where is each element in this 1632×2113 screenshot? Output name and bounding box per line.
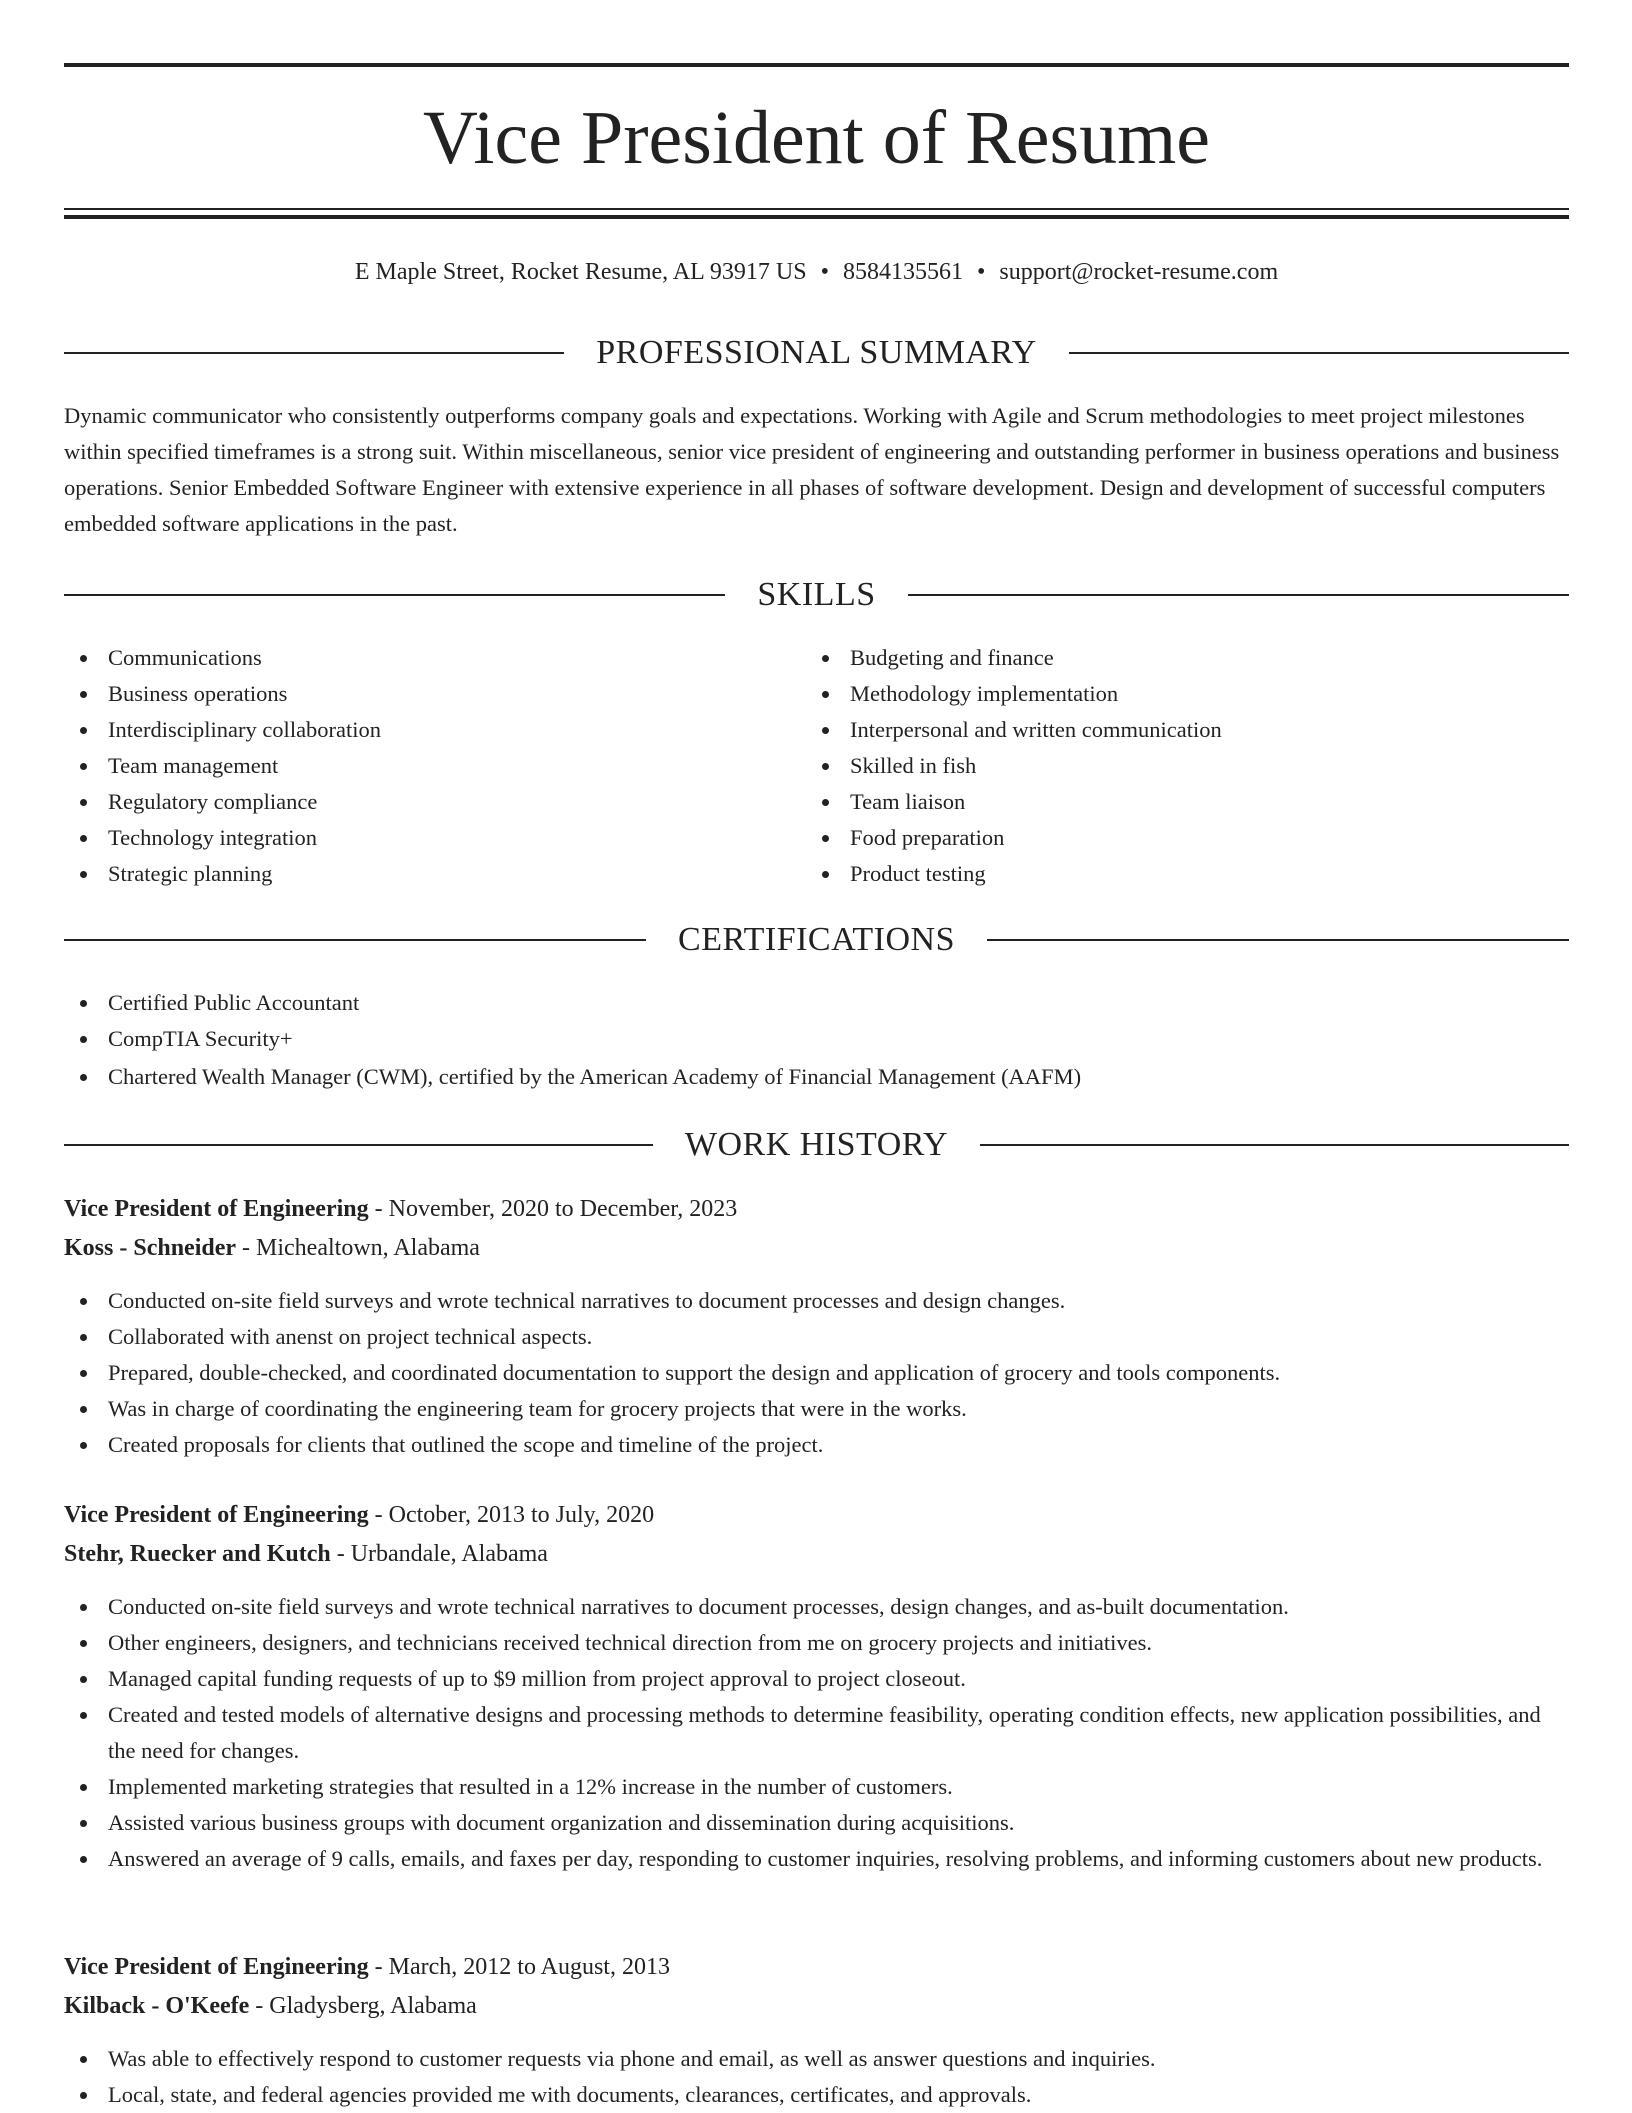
header-rule-thick [64, 215, 1569, 219]
job-location: Gladysberg, Alabama [269, 1993, 477, 2019]
job-duties [64, 1589, 1569, 1877]
job-duty: Created and tested models of alternative designs and processing methods to determine feasibility, operating condition effects, new application possibilities, and the need for changes. [64, 1697, 1569, 1769]
job-location: Urbandale, Alabama [350, 1541, 548, 1567]
job-duties [64, 2041, 1569, 2113]
skills-heading [64, 573, 1569, 617]
job-title: Vice President of Engineering [64, 1502, 369, 1528]
job-company-line [64, 1987, 1569, 2026]
skills-list-right [806, 640, 1569, 892]
header-rule-thin [64, 208, 1569, 210]
contact-address: E Maple Street, Rocket Resume, AL 93917 US [354, 259, 807, 285]
job-dates: November, 2020 to December, 2023 [388, 1196, 738, 1222]
job-dash: - [330, 1541, 351, 1567]
skill-item: Skilled in fish [806, 748, 1569, 784]
job-duty: Implemented marketing strategies that resulted in a 12% increase in the number of customers. [64, 1769, 1569, 1805]
job-entry [64, 1190, 1569, 1463]
job-dash: - [368, 1502, 389, 1528]
job-company-line [64, 1229, 1569, 1268]
job-duty: Local, state, and federal agencies provided me with documents, clearances, certificates, and approvals. [64, 2077, 1569, 2113]
job-dates: March, 2012 to August, 2013 [388, 1954, 670, 1980]
heading-rule [980, 1144, 1569, 1146]
top-rule [64, 63, 1569, 67]
contact-line [64, 252, 1569, 292]
job-duty: Was able to effectively respond to customer requests via phone and email, as well as answer questions and inquiries. [64, 2041, 1569, 2077]
heading-rule [64, 352, 564, 354]
heading-rule [64, 939, 646, 941]
heading-rule [987, 939, 1569, 941]
job-duty: Created proposals for clients that outlined the scope and timeline of the project. [64, 1427, 1569, 1463]
summary-text: Dynamic communicator who consistently outperforms company goals and expectations. Working with Agile and Scrum methodologies to meet project milestones within specified timeframes is a strong suit. Within miscellaneous, senior vice president of engineering and outstanding performer in business operations and business operations. Senior Embedded Software Engineer with extensive experience in all phases of software development. Design and development of successful computers embedded software applications in the past. [64, 403, 1560, 536]
certifications-heading [64, 918, 1569, 962]
heading-rule [64, 1144, 653, 1146]
job-entry [64, 1496, 1569, 1877]
heading-rule [64, 594, 725, 596]
work-history-heading-title: WORK HISTORY [684, 1126, 949, 1163]
job-title: Vice President of Engineering [64, 1196, 369, 1222]
job-dates: October, 2013 to July, 2020 [388, 1502, 655, 1528]
skill-item: Interpersonal and written communication [806, 712, 1569, 748]
certification-item: Chartered Wealth Manager (CWM), certified by the American Academy of Financial Management (AAFM) [64, 1059, 1569, 1095]
job-location: Michealtown, Alabama [256, 1235, 480, 1261]
certifications-list [64, 985, 1569, 1095]
job-dash: - [249, 1993, 270, 2019]
job-dash: - [368, 1954, 389, 1980]
skills-heading-title: SKILLS [757, 576, 876, 613]
skill-item: Budgeting and finance [806, 640, 1569, 676]
contact-separator: • [977, 259, 986, 285]
job-dash: - [236, 1235, 257, 1261]
skill-item: Strategic planning [64, 856, 804, 892]
skill-item: Product testing [806, 856, 1569, 892]
skills-list-left [64, 640, 804, 892]
certifications-heading-title: CERTIFICATIONS [678, 921, 955, 958]
certification-item: Certified Public Accountant [64, 985, 1569, 1021]
heading-rule [908, 594, 1569, 596]
job-title-line [64, 1190, 1569, 1229]
job-title-line [64, 1496, 1569, 1535]
contact-phone: 8584135561 [843, 259, 964, 285]
job-company: Stehr, Ruecker and Kutch [64, 1541, 331, 1567]
contact-email: support@rocket-resume.com [999, 259, 1279, 285]
job-company-line [64, 1535, 1569, 1574]
certification-item: CompTIA Security+ [64, 1021, 1569, 1057]
skill-item: Regulatory compliance [64, 784, 804, 820]
skill-item: Communications [64, 640, 804, 676]
job-duties [64, 1283, 1569, 1463]
skill-item: Methodology implementation [806, 676, 1569, 712]
job-dash: - [368, 1196, 389, 1222]
skill-item: Interdisciplinary collaboration [64, 712, 804, 748]
job-duty: Answered an average of 9 calls, emails, and faxes per day, responding to customer inquiries, resolving problems, and informing customers about new products. [64, 1841, 1569, 1877]
summary-heading-title: PROFESSIONAL SUMMARY [596, 334, 1037, 371]
job-duty: Prepared, double-checked, and coordinated documentation to support the design and application of grocery and tools components. [64, 1355, 1569, 1391]
job-duty: Conducted on-site field surveys and wrote technical narratives to document processes, design changes, and as-built documentation. [64, 1589, 1569, 1625]
skill-item: Team management [64, 748, 804, 784]
resume-name: Vice President of Resume [423, 96, 1210, 180]
job-company: Koss - Schneider [64, 1235, 237, 1261]
job-duty: Assisted various business groups with document organization and dissemination during acquisitions. [64, 1805, 1569, 1841]
heading-rule [1069, 352, 1569, 354]
job-duty: Conducted on-site field surveys and wrote technical narratives to document processes and design changes. [64, 1283, 1569, 1319]
job-duty: Other engineers, designers, and technicians received technical direction from me on grocery projects and initiatives. [64, 1625, 1569, 1661]
job-company: Kilback - O'Keefe [64, 1993, 250, 2019]
job-entry [64, 1948, 1569, 2113]
summary-heading [64, 331, 1569, 375]
job-title: Vice President of Engineering [64, 1954, 369, 1980]
job-duty: Collaborated with anenst on project technical aspects. [64, 1319, 1569, 1355]
job-duty: Managed capital funding requests of up to $9 million from project approval to project closeout. [64, 1661, 1569, 1697]
skill-item: Team liaison [806, 784, 1569, 820]
work-history-heading [64, 1123, 1569, 1167]
job-title-line [64, 1948, 1569, 1987]
skill-item: Food preparation [806, 820, 1569, 856]
job-duty: Was in charge of coordinating the engineering team for grocery projects that were in the works. [64, 1391, 1569, 1427]
skill-item: Business operations [64, 676, 804, 712]
contact-separator: • [820, 259, 830, 285]
skill-item: Technology integration [64, 820, 804, 856]
